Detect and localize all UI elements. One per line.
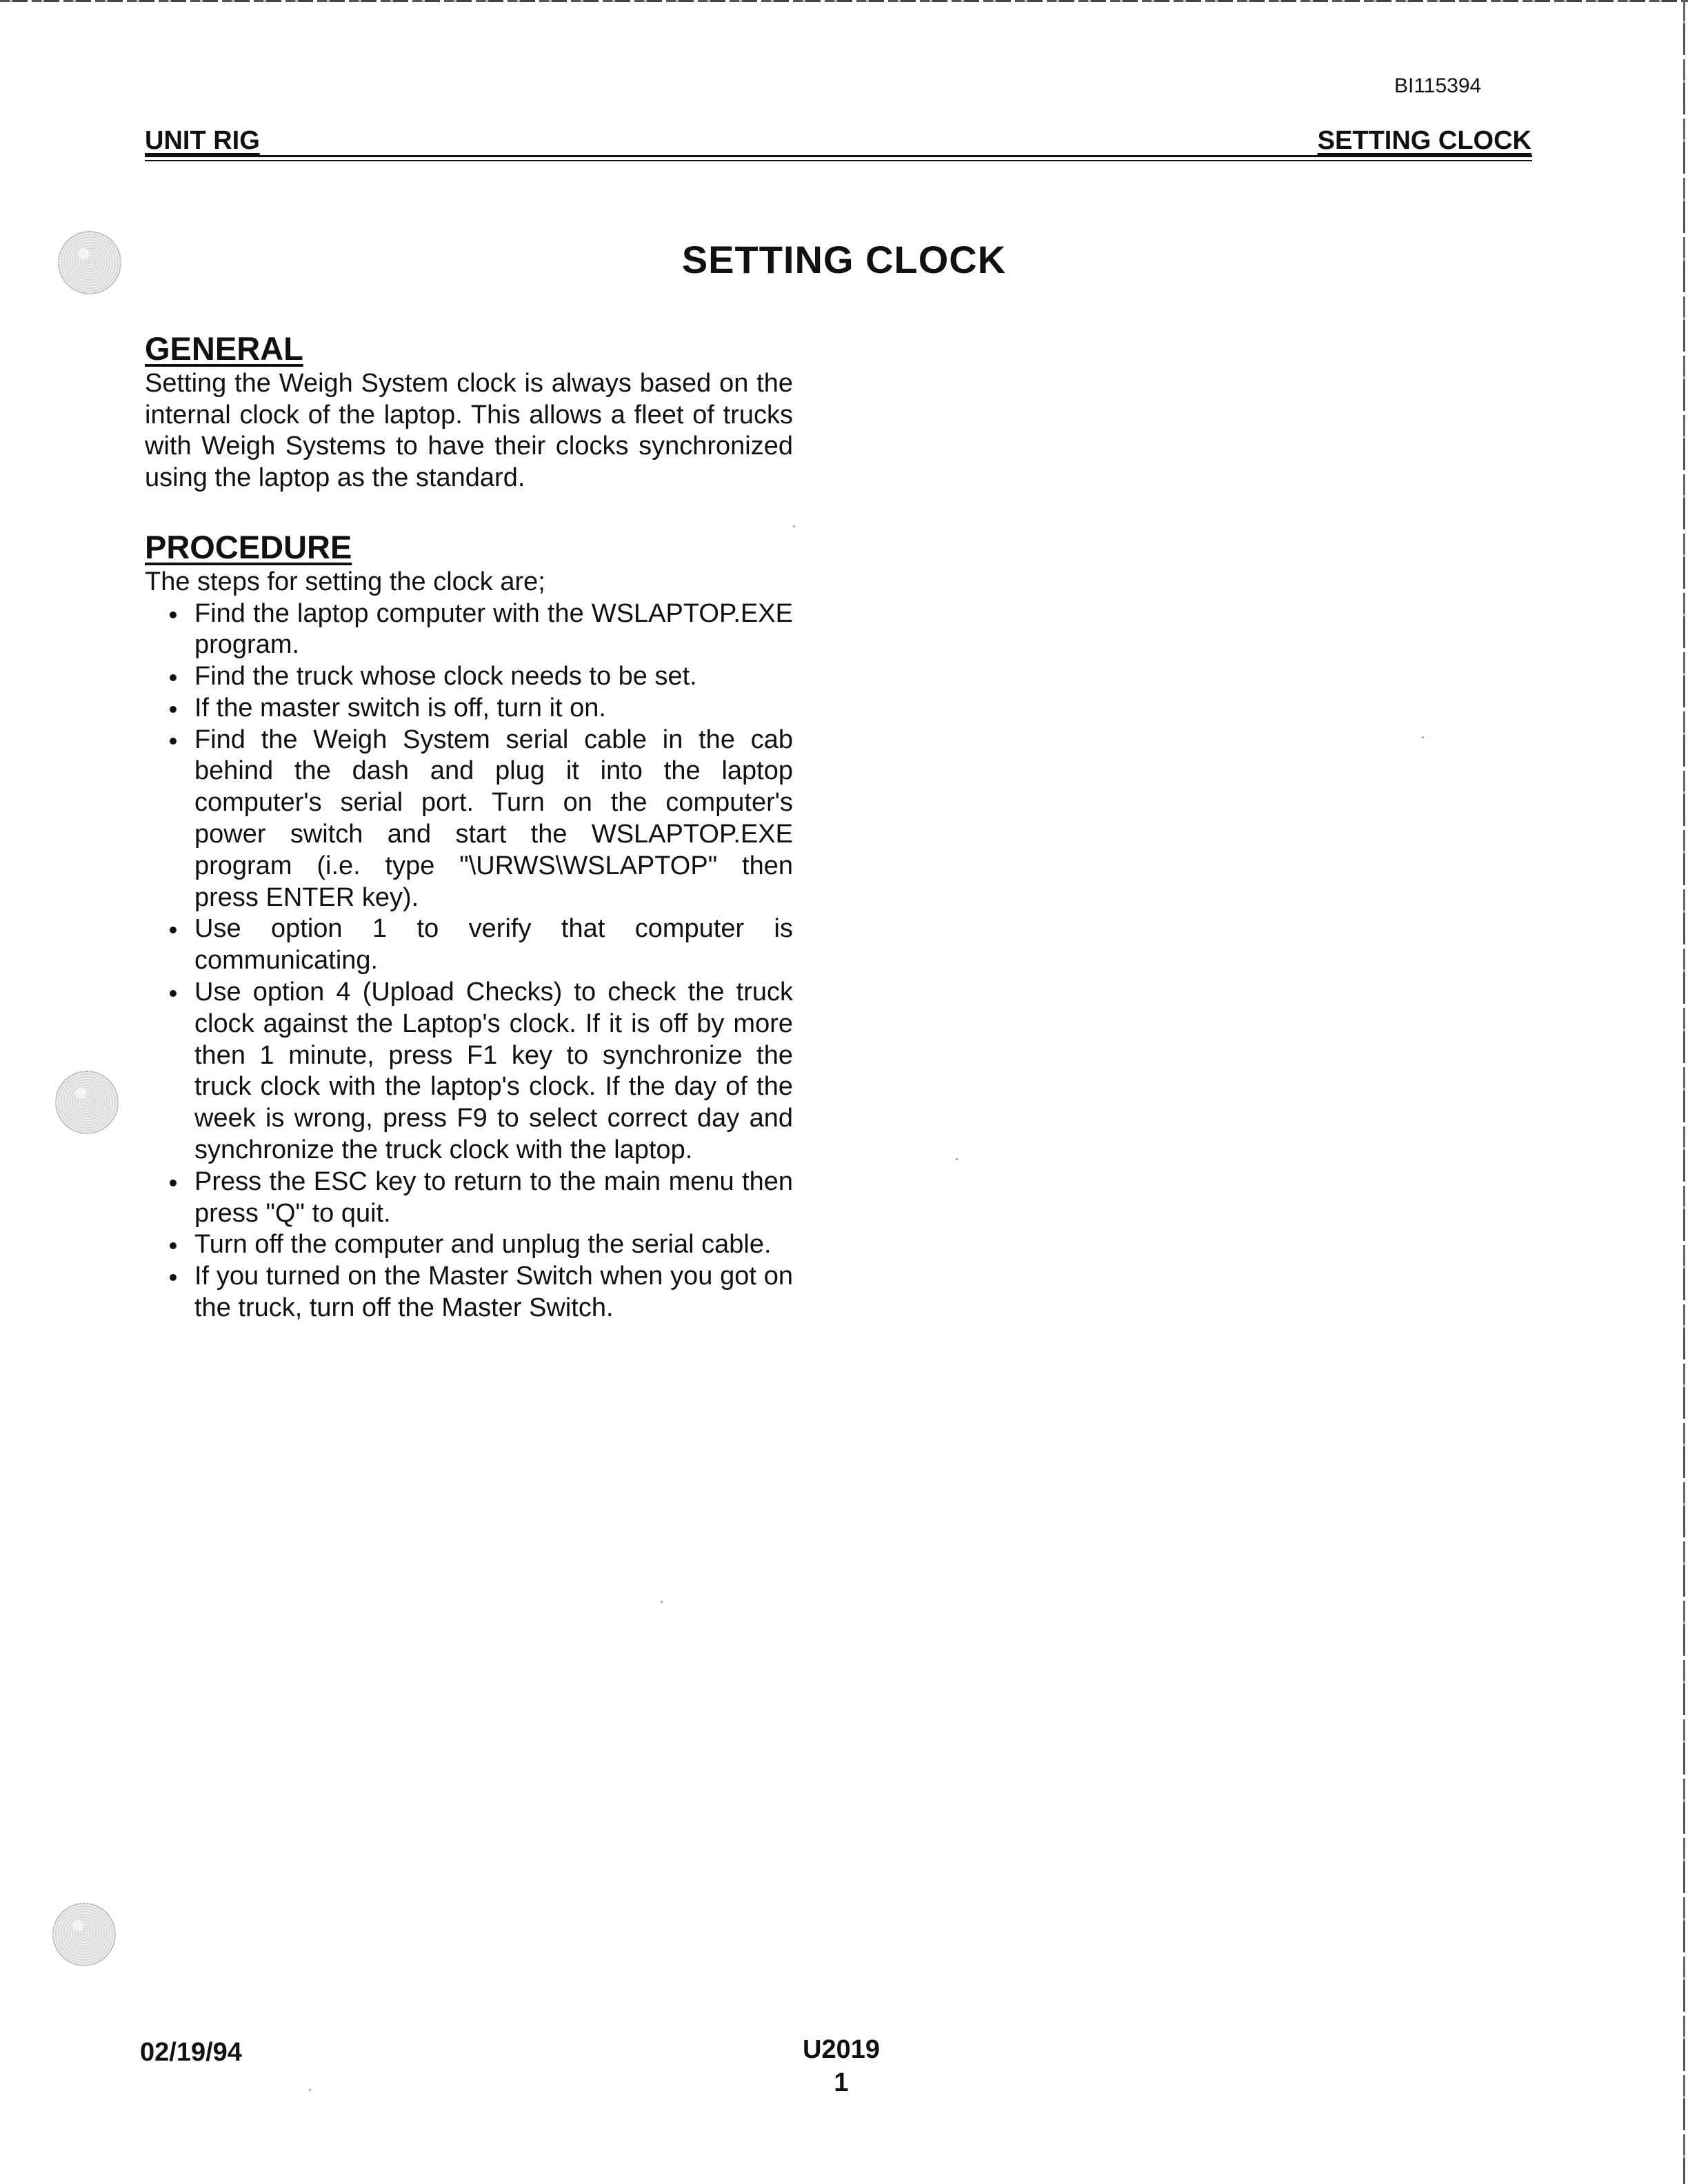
step-text: Find the truck whose clock needs to be set. [194, 662, 697, 691]
scan-speck [1422, 736, 1424, 738]
page-number: 1 [834, 2068, 849, 2097]
procedure-step [145, 913, 793, 977]
punch-hole-icon [55, 1071, 119, 1134]
header-rule-secondary [145, 160, 1532, 161]
header-rule [145, 155, 1532, 157]
header-company: UNIT RIG [145, 126, 260, 155]
bullet-icon [170, 611, 177, 618]
procedure-step [145, 1166, 793, 1230]
step-text: If you turned on the Master Switch when you got on the truck, turn off the Master Switch. [194, 1262, 793, 1323]
page-title: SETTING CLOCK [681, 238, 1007, 281]
bullet-icon [170, 706, 177, 713]
step-text: Find the Weigh System serial cable in the cab behind the dash and plug it into the laptop computer's serial port. Turn on the computer's power switch and start the WSLAPTOP.EXE program (i.e. type "\URWS\WSLAPTOP" then press ENTER key). [194, 725, 793, 912]
document-id: BI115394 [1394, 74, 1482, 97]
procedure-intro: The steps for setting the clock are; [145, 567, 545, 596]
procedure-steps [145, 598, 793, 1324]
scan-speck [793, 525, 795, 527]
general-paragraph: Setting the Weigh System clock is always based on the internal clock of the laptop. This allows a fleet of trucks with Weigh Systems to have their clocks synchronized using the laptop as the standard. [145, 369, 793, 492]
bullet-icon [170, 927, 177, 933]
procedure-step [145, 725, 793, 914]
procedure-step [145, 977, 793, 1166]
procedure-heading: PROCEDURE [145, 529, 352, 565]
footer-date: 02/19/94 [140, 2038, 242, 2067]
punch-hole-icon [52, 1903, 116, 1966]
footer-code: U2019 [803, 2035, 880, 2064]
procedure-step [145, 598, 793, 662]
main-content [145, 330, 793, 1324]
procedure-step [145, 1261, 793, 1324]
bullet-icon [170, 738, 177, 745]
scan-edge-right [1683, 0, 1685, 2184]
scan-edge-top [0, 0, 1688, 2]
step-text: Use option 4 (Upload Checks) to check the truck clock against the Laptop's clock. If it is off by more then 1 minute, press F1 key to synchronize the truck clock with the laptop's clock. If the day of the week is wrong, press F9 to select correct day and synchronize the truck clock with the laptop. [194, 978, 793, 1165]
step-text: Use option 1 to verify that computer is communicating. [194, 914, 793, 975]
scan-speck [309, 2089, 311, 2091]
bullet-icon [170, 674, 177, 681]
step-text: Turn off the computer and unplug the serial cable. [194, 1230, 772, 1260]
step-text: Find the laptop computer with the WSLAPTOP.EXE program. [194, 598, 793, 660]
step-text: If the master switch is off, turn it on. [194, 693, 606, 722]
header-section: SETTING CLOCK [1317, 126, 1531, 155]
bullet-icon [170, 990, 177, 997]
general-heading: GENERAL [145, 330, 303, 367]
step-text: Press the ESC key to return to the main menu then press "Q" to quit. [194, 1166, 793, 1228]
bullet-icon [170, 1242, 177, 1249]
procedure-step [145, 693, 793, 725]
bullet-icon [170, 1180, 177, 1186]
procedure-step [145, 1229, 793, 1261]
bullet-icon [170, 1274, 177, 1281]
scan-speck [956, 1158, 958, 1160]
scan-speck [661, 1601, 663, 1603]
procedure-step [145, 661, 793, 693]
